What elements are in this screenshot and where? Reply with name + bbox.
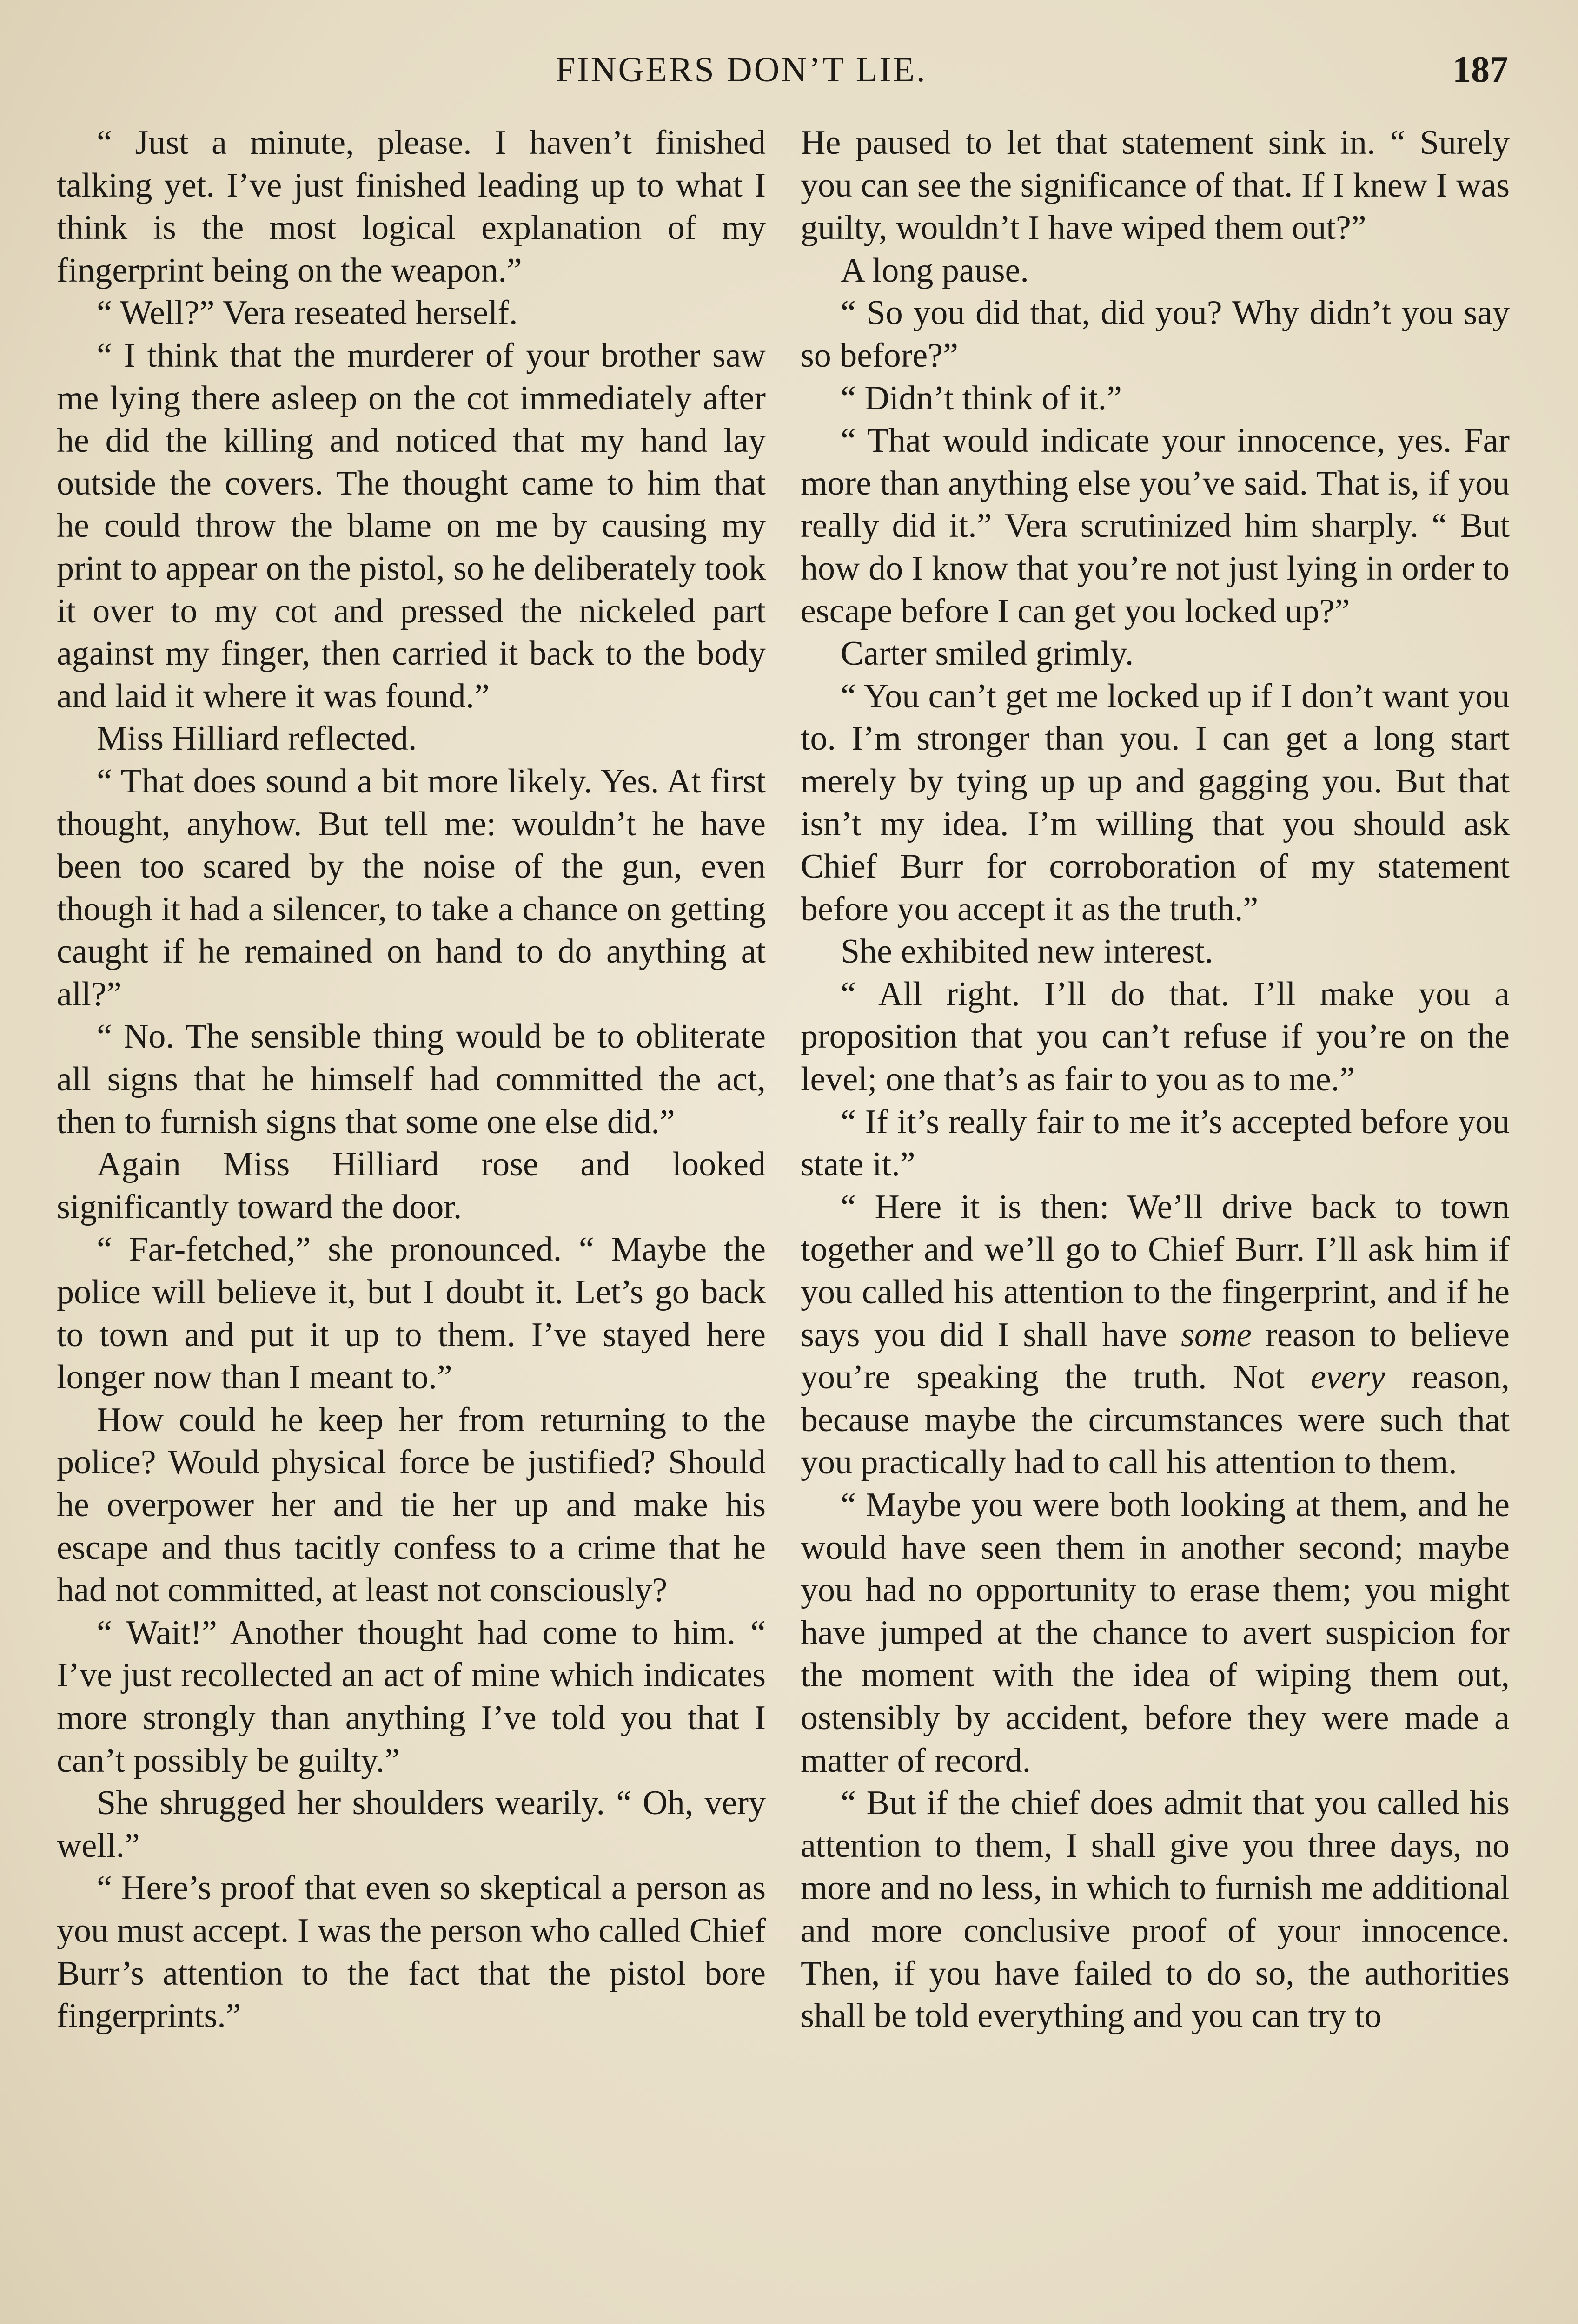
text-run: reason, because maybe the circumstances were such that you practically had to call his attention to them. (801, 1358, 1510, 1482)
paragraph: “ That would indicate your innocence, yes. Far more than anything else you’ve said. That is, if you really did it.” Vera scrutinized him sharply. “ But how do I know that you’re not just lying in order to escape before I can get you locked up?” (801, 422, 1510, 630)
paragraph: Again Miss Hilliard rose and looked significantly toward the door. (57, 1145, 766, 1226)
paragraph: “ Just a minute, please. I haven’t finished talking yet. I’ve just finished leading up to what I think is the most logical explanation of my fingerprint being on the weapon.” (57, 124, 766, 290)
paragraph: “ You can’t get me locked up if I don’t want you to. I’m stronger than you. I can get a long start merely by tying up up and gagging you. But that isn’t my idea. I’m willing that you should ask Chief Burr for corroboration of my statement before you accept it as the truth.” (801, 677, 1510, 928)
paragraph (801, 1186, 1510, 1484)
paragraph: “ Didn’t think of it.” (841, 379, 1122, 417)
emphasis: some (1181, 1315, 1252, 1354)
paragraph: How could he keep her from returning to the police? Would physical force be justified? Should he overpower her and tie her up and make his escape and thus tacitly confess to a crime that he had not committed, at least not consciously? (57, 1400, 766, 1610)
paragraph: “ Here’s proof that even so skeptical a person as you must accept. I was the person who called Chief Burr’s attention to the fact that the pistol bore fingerprints.” (57, 1869, 766, 2035)
paragraph: “ Well?” Vera reseated herself. (97, 294, 518, 332)
paragraph-continued: He paused to let that statement sink in. “ Surely you can see the significance of that. If I knew I was guilty, wouldn’t I have wiped them out?” (801, 124, 1510, 247)
text-run: reason to believe you’re speaking the truth. Not (801, 1315, 1510, 1397)
page-number: 187 (1452, 49, 1508, 90)
paragraph: “ That does sound a bit more likely. Yes. At first thought, anyhow. But tell me: wouldn’t he have been too scared by the noise of the gun, even though it had a silencer, to take a chance on getting caught if he remained on hand to do anything at all?” (57, 762, 766, 1013)
paragraph: “ If it’s really fair to me it’s accepted before you state it.” (801, 1103, 1510, 1184)
paragraph: “ But if the chief does admit that you called his attention to them, I shall give you three days, no more and no less, in which to furnish me additional and more conclusive proof of your innocence. Then, if you have failed to do so, the authorities shall be told everything and you can try to (801, 1784, 1510, 2035)
paragraph: A long pause. (841, 251, 1029, 290)
right-column (801, 122, 1510, 2038)
emphasis: every (1310, 1358, 1386, 1397)
paragraph: “ All right. I’ll do that. I’ll make you a proposition that you can’t refuse if you’re on the level; one that’s as fair to you as to me.” (801, 975, 1510, 1099)
paragraph: “ Far-fetched,” she pronounced. “ Maybe the police will believe it, but I doubt it. Let’s go back to town and put it up to them. I’ve stayed here longer now than I meant to.” (57, 1230, 766, 1397)
page-header (0, 44, 1578, 95)
paragraph: She shrugged her shoulders wearily. “ Oh, very well.” (57, 1784, 766, 1865)
paragraph: Carter smiled grimly. (841, 634, 1134, 673)
paragraph: Miss Hilliard reflected. (97, 720, 417, 758)
paragraph: She exhibited new interest. (841, 932, 1213, 971)
paragraph: “ No. The sensible thing would be to obliterate all signs that he himself had committed the act, then to furnish signs that some one else did.” (57, 1017, 766, 1141)
paragraph: “ So you did that, did you? Why didn’t you say so before?” (801, 294, 1510, 375)
paragraph: “ Maybe you were both looking at them, and he would have seen them in another second; maybe you had no opportunity to erase them; you might have jumped at the chance to avert suspicion for the moment with the idea of wiping them out, ostensibly by accident, before they were made a matter of record. (801, 1486, 1510, 1780)
running-title: FINGERS DON’T LIE. (556, 50, 927, 89)
text-run: “ Here it is then: We’ll drive back to town together and we’ll go to Chief Burr. I’ll ask him if you called his attention to the fingerprint, and if he says you did I shall have (801, 1188, 1510, 1354)
left-column (57, 122, 766, 2038)
paragraph: “ I think that the murderer of your brother saw me lying there asleep on the cot immediately after he did the killing and noticed that my hand lay outside the covers. The thought came to him that he could throw the blame on me by causing my print to appear on the pistol, so he deliberately took it over to my cot and pressed the nickeled part against my finger, then carried it back to the body and laid it where it was found.” (57, 336, 766, 715)
paragraph: “ Wait!” Another thought had come to him. “ I’ve just recollected an act of mine which indicates more strongly than anything I’ve told you that I can’t possibly be guilty.” (57, 1613, 766, 1780)
